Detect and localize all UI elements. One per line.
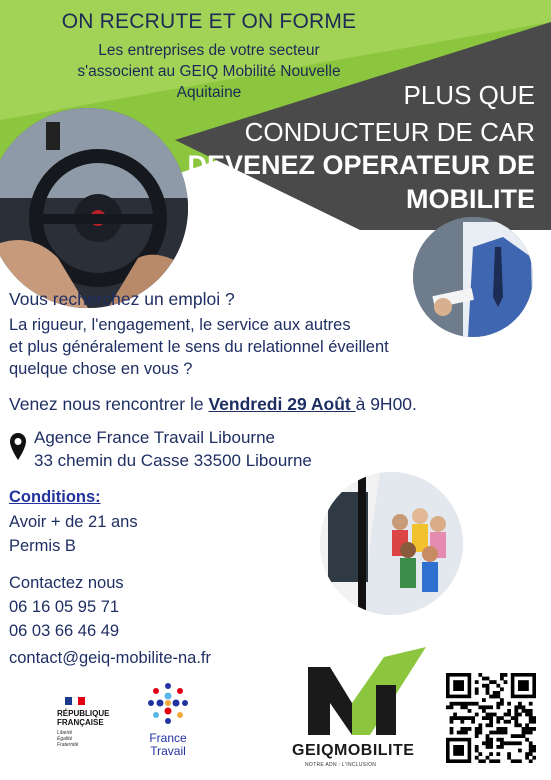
rf-line-2: FRANÇAISE <box>57 718 104 727</box>
map-pin-icon <box>9 432 27 462</box>
geiq-mobilite-logo-icon <box>300 645 430 737</box>
geiq-tagline: NOTRE ADN : L'INCLUSION <box>305 762 377 768</box>
contact-email[interactable]: contact@geiq-mobilite-na.fr <box>9 649 212 667</box>
meeting-prefix: Venez nous rencontrer le <box>9 394 209 414</box>
ft-line-1: France <box>149 731 187 745</box>
contact-phone-1[interactable]: 06 16 05 95 71 <box>9 598 120 616</box>
republique-francaise-logo <box>55 697 125 748</box>
contact-phone-2[interactable]: 06 03 66 46 49 <box>9 622 120 640</box>
ft-line-2: Travail <box>150 744 186 758</box>
header-title: ON RECRUTE ET ON FORME <box>61 10 357 33</box>
geiq-name: GEIQMOBILITE <box>292 742 415 759</box>
subtitle-line-2: s'associent au GEIQ Mobilité Nouvelle <box>77 63 341 80</box>
intro-line-2: et plus généralement le sens du relationnel éveillent <box>9 338 389 356</box>
intro-line-3: quelque chose en vous ? <box>9 360 193 378</box>
businessman-photo <box>413 217 533 337</box>
geiq-logo-text <box>292 742 414 760</box>
rf-motto-1: Liberté <box>57 730 73 736</box>
tricolor-flag-icon <box>65 697 85 705</box>
rf-line-1: RÉPUBLIQUE <box>57 709 110 718</box>
school-bus-illustration <box>320 472 463 615</box>
contact-heading: Contactez nous <box>9 574 124 592</box>
promo-line-1: PLUS QUE <box>403 80 535 110</box>
school-bus-kids-photo <box>320 472 463 615</box>
location-address: 33 chemin du Casse 33500 Libourne <box>34 451 312 470</box>
businessman-illustration <box>413 217 533 337</box>
rf-motto-2: Égalité <box>57 736 73 742</box>
france-travail-logo-text <box>138 732 198 758</box>
meeting-line <box>9 393 417 415</box>
qr-code-icon[interactable] <box>446 673 536 763</box>
rf-motto-3: Fraternité <box>57 742 79 748</box>
meeting-time: à 9H00. <box>355 394 417 414</box>
header-subtitle <box>0 40 418 103</box>
france-travail-logo-icon <box>146 682 190 726</box>
intro-question: Vous recherchez un emploi ? <box>9 289 235 309</box>
promo-line-4: MOBILITE <box>406 184 535 214</box>
promo-line-2: CONDUCTEUR DE CAR <box>244 117 535 147</box>
subtitle-line-3: Aquitaine <box>176 84 242 101</box>
subtitle-line-1: Les entreprises de votre secteur <box>98 42 320 59</box>
conditions-item-2: Permis B <box>9 537 76 555</box>
intro-line-1: La rigueur, l'engagement, le service aux autres <box>9 316 351 334</box>
conditions-heading: Conditions: <box>9 488 101 506</box>
conditions-item-1: Avoir + de 21 ans <box>9 513 138 531</box>
location-name: Agence France Travail Libourne <box>34 428 275 447</box>
meeting-date: Vendredi 29 Août <box>208 394 356 414</box>
promo-line-3: DEVENEZ OPERATEUR DE <box>187 150 535 180</box>
